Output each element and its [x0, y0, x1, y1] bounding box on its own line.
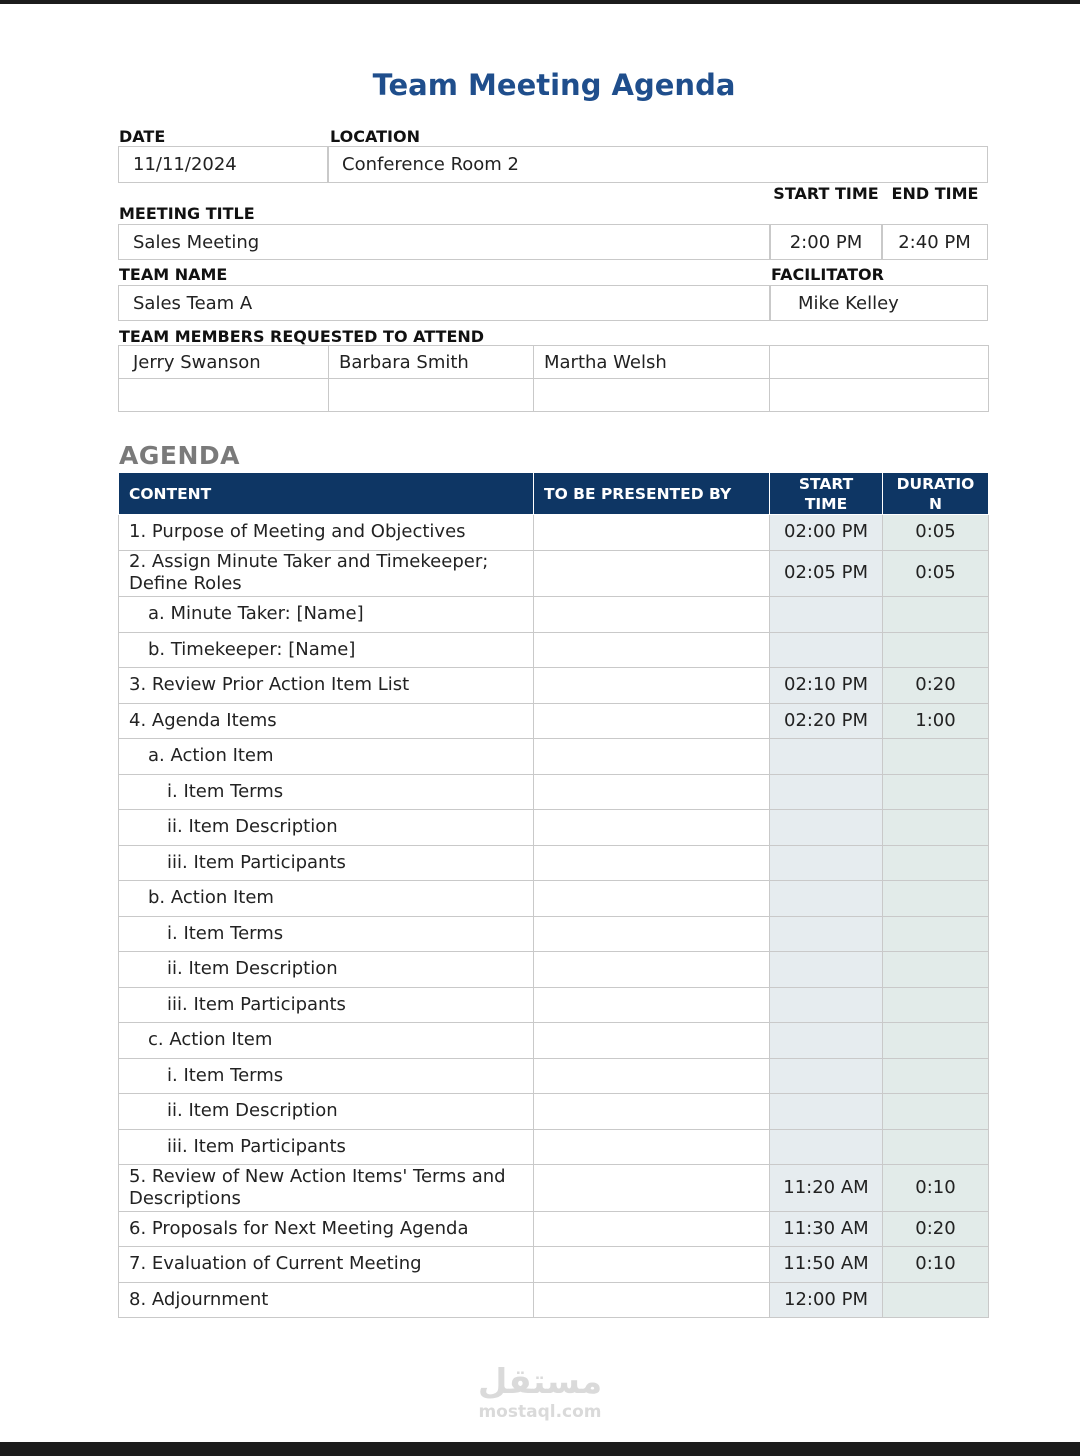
start-time-field[interactable]: 2:00 PM [769, 224, 883, 260]
agenda-start-time-cell[interactable] [770, 987, 883, 1023]
agenda-presenter-cell[interactable] [534, 515, 770, 551]
agenda-heading: AGENDA [119, 441, 240, 470]
agenda-start-time-cell[interactable]: 02:10 PM [770, 668, 883, 704]
agenda-duration-cell[interactable] [883, 1129, 989, 1165]
facilitator-label: FACILITATOR [771, 265, 884, 284]
agenda-presenter-cell[interactable] [534, 1094, 770, 1130]
agenda-content-cell[interactable]: 4. Agenda Items [119, 703, 534, 739]
table-row [119, 632, 989, 668]
table-row [119, 881, 989, 917]
agenda-start-time-cell[interactable] [770, 881, 883, 917]
agenda-start-time-cell[interactable]: 12:00 PM [770, 1282, 883, 1318]
agenda-start-time-cell[interactable] [770, 1094, 883, 1130]
agenda-content-cell[interactable]: c. Action Item [119, 1023, 534, 1059]
table-row [119, 668, 989, 704]
column-header-content: CONTENT [119, 473, 534, 515]
agenda-presenter-cell[interactable] [534, 550, 770, 597]
agenda-duration-cell[interactable]: 0:10 [883, 1165, 989, 1212]
agenda-presenter-cell[interactable] [534, 916, 770, 952]
agenda-duration-cell[interactable] [883, 597, 989, 633]
agenda-start-time-cell[interactable] [770, 1023, 883, 1059]
agenda-start-time-cell[interactable] [770, 632, 883, 668]
table-row [119, 515, 989, 551]
column-header-presenter: TO BE PRESENTED BY [534, 473, 770, 515]
date-field[interactable]: 11/11/2024 [118, 146, 329, 183]
agenda-duration-cell[interactable] [883, 810, 989, 846]
agenda-start-time-cell[interactable]: 02:05 PM [770, 550, 883, 597]
agenda-presenter-cell[interactable] [534, 597, 770, 633]
agenda-content-cell[interactable]: i. Item Terms [119, 774, 534, 810]
agenda-start-time-cell[interactable] [770, 774, 883, 810]
member-cell[interactable] [770, 346, 989, 379]
agenda-presenter-cell[interactable] [534, 703, 770, 739]
agenda-presenter-cell[interactable] [534, 987, 770, 1023]
column-header-duration-label: DURATIO N [896, 474, 975, 513]
agenda-presenter-cell[interactable] [534, 1058, 770, 1094]
agenda-content-cell[interactable]: b. Timekeeper: [Name] [119, 632, 534, 668]
agenda-content-cell[interactable]: a. Minute Taker: [Name] [119, 597, 534, 633]
agenda-duration-cell[interactable] [883, 1282, 989, 1318]
agenda-start-time-cell[interactable]: 02:00 PM [770, 515, 883, 551]
agenda-duration-cell[interactable] [883, 1094, 989, 1130]
agenda-content-cell[interactable]: i. Item Terms [119, 916, 534, 952]
agenda-content-cell[interactable]: 8. Adjournment [119, 1282, 534, 1318]
agenda-content-cell[interactable]: b. Action Item [119, 881, 534, 917]
agenda-duration-cell[interactable] [883, 916, 989, 952]
member-cell[interactable] [770, 379, 989, 412]
agenda-presenter-cell[interactable] [534, 1211, 770, 1247]
watermark [440, 1362, 640, 1422]
table-row [119, 1129, 989, 1165]
members-table [118, 345, 989, 412]
agenda-content-cell[interactable]: ii. Item Description [119, 810, 534, 846]
table-row [119, 1023, 989, 1059]
agenda-duration-cell[interactable]: 1:00 [883, 703, 989, 739]
agenda-presenter-cell[interactable] [534, 881, 770, 917]
agenda-presenter-cell[interactable] [534, 668, 770, 704]
agenda-start-time-cell[interactable] [770, 1058, 883, 1094]
table-row [119, 1165, 989, 1212]
member-cell[interactable]: Barbara Smith [329, 346, 534, 379]
agenda-duration-cell[interactable] [883, 845, 989, 881]
start-time-label: START TIME [773, 184, 879, 203]
column-header-duration [883, 473, 989, 515]
agenda-content-cell[interactable]: a. Action Item [119, 739, 534, 775]
table-row [119, 1058, 989, 1094]
table-row [119, 1211, 989, 1247]
agenda-content-cell[interactable]: iii. Item Participants [119, 845, 534, 881]
agenda-content-cell[interactable]: 5. Review of New Action Items' Terms and Descriptions [119, 1165, 534, 1212]
agenda-body [119, 515, 989, 1318]
agenda-duration-cell[interactable] [883, 632, 989, 668]
location-field[interactable]: Conference Room 2 [327, 146, 988, 183]
agenda-table [118, 472, 989, 1318]
agenda-start-time-cell[interactable]: 02:20 PM [770, 703, 883, 739]
agenda-duration-cell[interactable] [883, 987, 989, 1023]
member-cell[interactable] [534, 379, 770, 412]
agenda-content-cell[interactable]: 1. Purpose of Meeting and Objectives [119, 515, 534, 551]
agenda-start-time-cell[interactable] [770, 845, 883, 881]
agenda-presenter-cell[interactable] [534, 1129, 770, 1165]
table-row [119, 703, 989, 739]
agenda-start-time-cell[interactable] [770, 916, 883, 952]
bottom-border [0, 1442, 1080, 1456]
date-label: DATE [119, 127, 166, 146]
agenda-duration-cell[interactable] [883, 881, 989, 917]
agenda-presenter-cell[interactable] [534, 1165, 770, 1212]
table-row [119, 916, 989, 952]
agenda-content-cell[interactable]: 7. Evaluation of Current Meeting [119, 1247, 534, 1283]
agenda-duration-cell[interactable] [883, 952, 989, 988]
agenda-content-cell[interactable]: i. Item Terms [119, 1058, 534, 1094]
table-row [119, 774, 989, 810]
column-header-start-time-label: START TIME [798, 474, 854, 513]
agenda-start-time-cell[interactable]: 11:50 AM [770, 1247, 883, 1283]
team-name-label: TEAM NAME [119, 265, 228, 284]
column-header-start-time [770, 473, 883, 515]
table-row [119, 1094, 989, 1130]
end-time-field[interactable]: 2:40 PM [881, 224, 988, 260]
agenda-content-cell[interactable]: 2. Assign Minute Taker and Timekeeper; Define Roles [119, 550, 534, 597]
table-row [119, 550, 989, 597]
agenda-start-time-cell[interactable]: 11:30 AM [770, 1211, 883, 1247]
agenda-duration-cell[interactable]: 0:10 [883, 1247, 989, 1283]
agenda-content-cell[interactable]: ii. Item Description [119, 952, 534, 988]
agenda-presenter-cell[interactable] [534, 845, 770, 881]
agenda-duration-cell[interactable] [883, 1058, 989, 1094]
meeting-title-field[interactable]: Sales Meeting [118, 224, 771, 260]
watermark-logo: مستقل [477, 1362, 603, 1402]
agenda-start-time-cell[interactable] [770, 810, 883, 846]
table-row [119, 739, 989, 775]
agenda-start-time-cell[interactable] [770, 597, 883, 633]
agenda-presenter-cell[interactable] [534, 952, 770, 988]
agenda-content-cell[interactable]: iii. Item Participants [119, 987, 534, 1023]
member-cell[interactable] [119, 379, 329, 412]
agenda-duration-cell[interactable]: 0:05 [883, 550, 989, 597]
agenda-presenter-cell[interactable] [534, 1247, 770, 1283]
table-row [119, 810, 989, 846]
table-row [119, 845, 989, 881]
agenda-duration-cell[interactable] [883, 1023, 989, 1059]
watermark-url: mostaql.com [478, 1402, 602, 1422]
facilitator-field[interactable]: Mike Kelley [769, 285, 988, 321]
member-cell[interactable]: Martha Welsh [534, 346, 770, 379]
top-border [0, 0, 1080, 4]
member-cell[interactable] [329, 379, 534, 412]
location-label: LOCATION [330, 127, 420, 146]
agenda-duration-cell[interactable]: 0:20 [883, 1211, 989, 1247]
page-title: Team Meeting Agenda [372, 68, 736, 102]
agenda-content-cell[interactable]: iii. Item Participants [119, 1129, 534, 1165]
agenda-presenter-cell[interactable] [534, 1023, 770, 1059]
agenda-duration-cell[interactable]: 0:05 [883, 515, 989, 551]
agenda-presenter-cell[interactable] [534, 1282, 770, 1318]
table-row [119, 1282, 989, 1318]
agenda-presenter-cell[interactable] [534, 810, 770, 846]
table-row [119, 1247, 989, 1283]
agenda-duration-cell[interactable]: 0:20 [883, 668, 989, 704]
agenda-start-time-cell[interactable]: 11:20 AM [770, 1165, 883, 1212]
agenda-content-cell[interactable]: 3. Review Prior Action Item List [119, 668, 534, 704]
agenda-presenter-cell[interactable] [534, 632, 770, 668]
agenda-content-cell[interactable]: ii. Item Description [119, 1094, 534, 1130]
agenda-presenter-cell[interactable] [534, 739, 770, 775]
agenda-duration-cell[interactable] [883, 739, 989, 775]
member-cell[interactable]: Jerry Swanson [119, 346, 329, 379]
members-label: TEAM MEMBERS REQUESTED TO ATTEND [119, 327, 485, 346]
meeting-title-label: MEETING TITLE [119, 204, 255, 223]
table-row [119, 987, 989, 1023]
agenda-start-time-cell[interactable] [770, 952, 883, 988]
agenda-duration-cell[interactable] [883, 774, 989, 810]
end-time-label: END TIME [891, 184, 979, 203]
table-row [119, 597, 989, 633]
table-row [119, 952, 989, 988]
agenda-presenter-cell[interactable] [534, 774, 770, 810]
agenda-start-time-cell[interactable] [770, 1129, 883, 1165]
agenda-start-time-cell[interactable] [770, 739, 883, 775]
team-name-field[interactable]: Sales Team A [118, 285, 771, 321]
agenda-content-cell[interactable]: 6. Proposals for Next Meeting Agenda [119, 1211, 534, 1247]
